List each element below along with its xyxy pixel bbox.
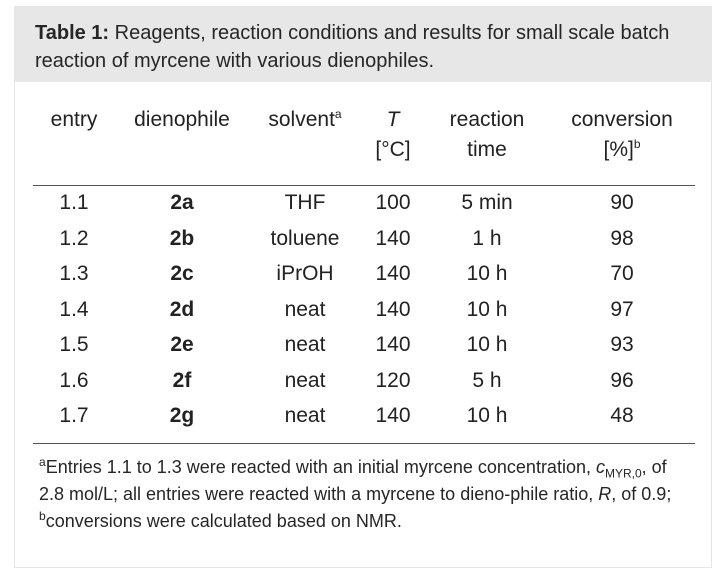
table-row xyxy=(33,363,695,399)
cell-time: 10 h xyxy=(466,333,508,357)
cell-time: 5 min xyxy=(461,191,513,215)
cell-solvent: iPrOH xyxy=(276,262,334,286)
footnote-mark-a: a xyxy=(39,455,46,469)
header-solvent: solvent$^a$ xyxy=(268,107,342,131)
cell-entry: 1.5 xyxy=(59,333,89,357)
header-dienophile: dienophile xyxy=(134,108,230,131)
cell-dienophile: 2b xyxy=(169,226,195,250)
cell-solvent: neat xyxy=(284,404,326,428)
results-table xyxy=(33,101,695,434)
table-row xyxy=(33,292,695,328)
cell-dienophile: 2a xyxy=(170,191,194,215)
table-row xyxy=(33,256,695,292)
cell-temperature: 140 xyxy=(375,226,411,250)
cell-solvent: neat xyxy=(284,368,326,392)
cell-dienophile: 2g xyxy=(169,404,195,428)
cell-temperature: 140 xyxy=(375,297,411,321)
cell-solvent: THF xyxy=(284,191,326,215)
temperature-symbol: T xyxy=(386,108,400,131)
table-figure xyxy=(14,6,712,568)
table-footnote: $^a$Entries 1.1 to 1.3 were reacted with an initial myrcene concentration, $c_{MYR,0}$, of 2.8 mol/L; all entries were reacted with a myrcene to dieno-phile ratio, R, of 0.9; $^b$conversions were calculated based on NMR. xyxy=(39,455,672,531)
cell-entry: 1.7 xyxy=(59,404,89,428)
table-caption xyxy=(15,7,711,82)
caption-text: Reagents, reaction conditions and results for small scale batch reaction of myrcene with various dienophiles. xyxy=(35,22,670,72)
cell-conversion: 93 xyxy=(610,333,634,357)
header-conversion: conversion [%]$^b$ xyxy=(571,108,673,161)
header-solvent-footnote-mark: a xyxy=(334,107,342,121)
cell-conversion: 90 xyxy=(610,191,634,215)
cell-time: 1 h xyxy=(472,226,502,250)
footnote-mark-b: b xyxy=(39,509,46,523)
table-row xyxy=(33,327,695,363)
cell-entry: 1.3 xyxy=(59,262,89,286)
cell-conversion: 98 xyxy=(610,226,634,250)
table-row xyxy=(33,177,695,221)
concentration-subscript: MYR,0 xyxy=(604,466,642,481)
header-reaction-time: reaction time xyxy=(449,108,525,161)
ratio-symbol: R xyxy=(598,484,612,504)
cell-temperature: 100 xyxy=(375,191,411,215)
table-bottom-rule xyxy=(33,443,695,444)
cell-conversion: 97 xyxy=(610,297,634,321)
cell-solvent: neat xyxy=(284,297,326,321)
header-row xyxy=(33,101,695,177)
cell-conversion: 70 xyxy=(610,262,634,286)
header-temperature xyxy=(361,101,425,177)
cell-temperature: 120 xyxy=(375,368,411,392)
header-conversion-footnote-mark: b xyxy=(633,137,641,151)
table-row xyxy=(33,398,695,434)
caption-label: Table 1: xyxy=(35,22,110,44)
cell-temperature: 140 xyxy=(375,333,411,357)
concentration-symbol: c xyxy=(595,457,605,477)
cell-dienophile: 2d xyxy=(169,297,195,321)
cell-solvent: neat xyxy=(284,333,326,357)
cell-temperature: 140 xyxy=(375,262,411,286)
cell-entry: 1.6 xyxy=(59,368,89,392)
table-row xyxy=(33,221,695,257)
cell-dienophile: 2f xyxy=(172,368,192,392)
cell-entry: 1.1 xyxy=(59,191,89,215)
cell-dienophile: 2e xyxy=(170,333,194,357)
cell-dienophile: 2c xyxy=(170,262,194,286)
temperature-unit: [°C] xyxy=(375,138,411,161)
cell-conversion: 48 xyxy=(610,404,634,428)
header-entry: entry xyxy=(50,108,98,131)
cell-time: 10 h xyxy=(466,404,508,428)
header-divider xyxy=(33,185,695,186)
cell-entry: 1.2 xyxy=(59,226,89,250)
cell-solvent: toluene xyxy=(270,226,340,250)
cell-time: 10 h xyxy=(466,262,508,286)
cell-entry: 1.4 xyxy=(59,297,89,321)
cell-temperature: 140 xyxy=(375,404,411,428)
cell-conversion: 96 xyxy=(610,368,634,392)
cell-time: 10 h xyxy=(466,297,508,321)
cell-time: 5 h xyxy=(472,368,502,392)
